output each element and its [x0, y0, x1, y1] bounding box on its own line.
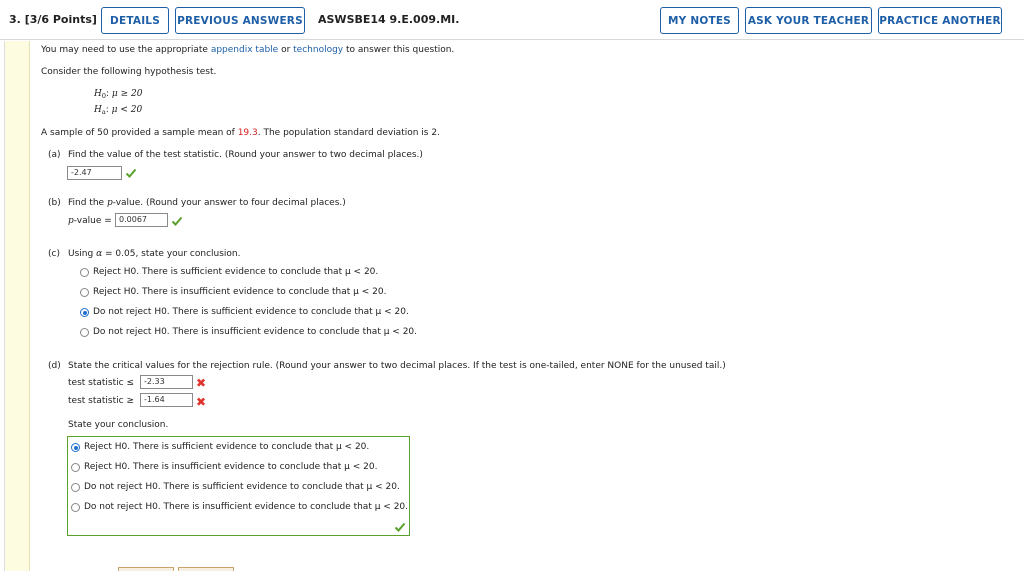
- question-margin-bar: [5, 41, 30, 571]
- question-header: [0, 0, 1024, 40]
- part-d-option-3-label: Do not reject H0. There is sufficient evidence to conclude that μ < 20.: [84, 482, 400, 492]
- p-value-input[interactable]: 0.0067: [115, 213, 168, 227]
- part-d-prompt: State the critical values for the rejection rule. (Round your answer to two decimal places. If the test is one-tailed, enter NONE for the unused tail.): [68, 361, 726, 371]
- incorrect-x-icon: ✖: [196, 376, 207, 390]
- part-d-option-2-radio[interactable]: [71, 463, 80, 472]
- bottom-button-partial[interactable]: [118, 567, 174, 571]
- incorrect-x-icon: ✖: [196, 395, 207, 409]
- technology-link[interactable]: technology: [293, 45, 344, 55]
- previous-answers-button[interactable]: PREVIOUS ANSWERS: [175, 7, 305, 34]
- alternative-hypothesis: $H_a$: μ < 20: [94, 105, 143, 116]
- question-code: ASWSBE14 9.E.009.MI.: [318, 13, 460, 26]
- part-d-option-2-label: Reject H0. There is insufficient evidence to conclude that μ < 20.: [84, 462, 378, 472]
- intro-text: You may need to use the appropriate appendix table or technology to answer this question.: [41, 45, 455, 55]
- part-c-option-2-label: Reject H0. There is insufficient evidence to conclude that μ < 20.: [93, 287, 387, 297]
- part-c-option-4-radio[interactable]: [80, 328, 89, 337]
- part-c-option-2-radio[interactable]: [80, 288, 89, 297]
- sample-mean-value: 19.3: [237, 128, 258, 138]
- part-a-label: (a): [48, 150, 61, 160]
- part-c-label: (c): [48, 249, 60, 259]
- null-hypothesis: $H_0$: μ ≥ 20: [94, 89, 143, 100]
- part-d-label: (d): [48, 361, 61, 371]
- part-a-prompt: Find the value of the test statistic. (Round your answer to two decimal places.): [68, 150, 423, 160]
- check-icon: [125, 167, 137, 179]
- part-b-prompt: Find the p-value. (Round your answer to four decimal places.): [68, 198, 346, 208]
- consider-text: Consider the following hypothesis test.: [41, 67, 217, 77]
- check-icon: [394, 521, 406, 533]
- question-number-and-points: 3. [3/6 Points]: [9, 13, 97, 26]
- part-d-option-1-radio-selected[interactable]: [71, 443, 80, 452]
- part-c-prompt: Using α = 0.05, state your conclusion.: [68, 249, 241, 259]
- my-notes-button[interactable]: MY NOTES: [660, 7, 739, 34]
- test-statistic-input[interactable]: -2.47: [67, 166, 122, 180]
- bottom-button-partial[interactable]: [178, 567, 234, 571]
- part-d-option-4-radio[interactable]: [71, 503, 80, 512]
- part-b-label: (b): [48, 198, 61, 208]
- conclusion-label: State your conclusion.: [68, 420, 169, 430]
- ask-your-teacher-button[interactable]: ASK YOUR TEACHER: [745, 7, 872, 34]
- part-c-option-4-label: Do not reject H0. There is insufficient evidence to conclude that μ < 20.: [93, 327, 418, 337]
- part-c-option-1-label: Reject H0. There is sufficient evidence to conclude that μ < 20.: [93, 267, 379, 277]
- appendix-table-link[interactable]: appendix table: [210, 45, 279, 55]
- part-c-option-3-radio-selected[interactable]: [80, 308, 89, 317]
- part-c-option-3-label: Do not reject H0. There is sufficient evidence to conclude that μ < 20.: [93, 307, 409, 317]
- part-d-option-1-label: Reject H0. There is sufficient evidence to conclude that μ < 20.: [84, 442, 370, 452]
- part-d-option-4-label: Do not reject H0. There is insufficient evidence to conclude that μ < 20.: [84, 502, 409, 512]
- practice-another-button[interactable]: PRACTICE ANOTHER: [878, 7, 1002, 34]
- sample-statement: A sample of 50 provided a sample mean of 19.3. The population standard deviation is 2.: [41, 128, 440, 138]
- details-button[interactable]: DETAILS: [101, 7, 169, 34]
- p-value-label: p-value =: [68, 216, 112, 226]
- check-icon: [171, 215, 183, 227]
- upper-critical-label: test statistic ≥: [68, 396, 134, 406]
- lower-critical-input[interactable]: -2.33: [140, 375, 193, 389]
- lower-critical-label: test statistic ≤: [68, 378, 134, 388]
- part-d-option-3-radio[interactable]: [71, 483, 80, 492]
- upper-critical-input[interactable]: -1.64: [140, 393, 193, 407]
- part-c-option-1-radio[interactable]: [80, 268, 89, 277]
